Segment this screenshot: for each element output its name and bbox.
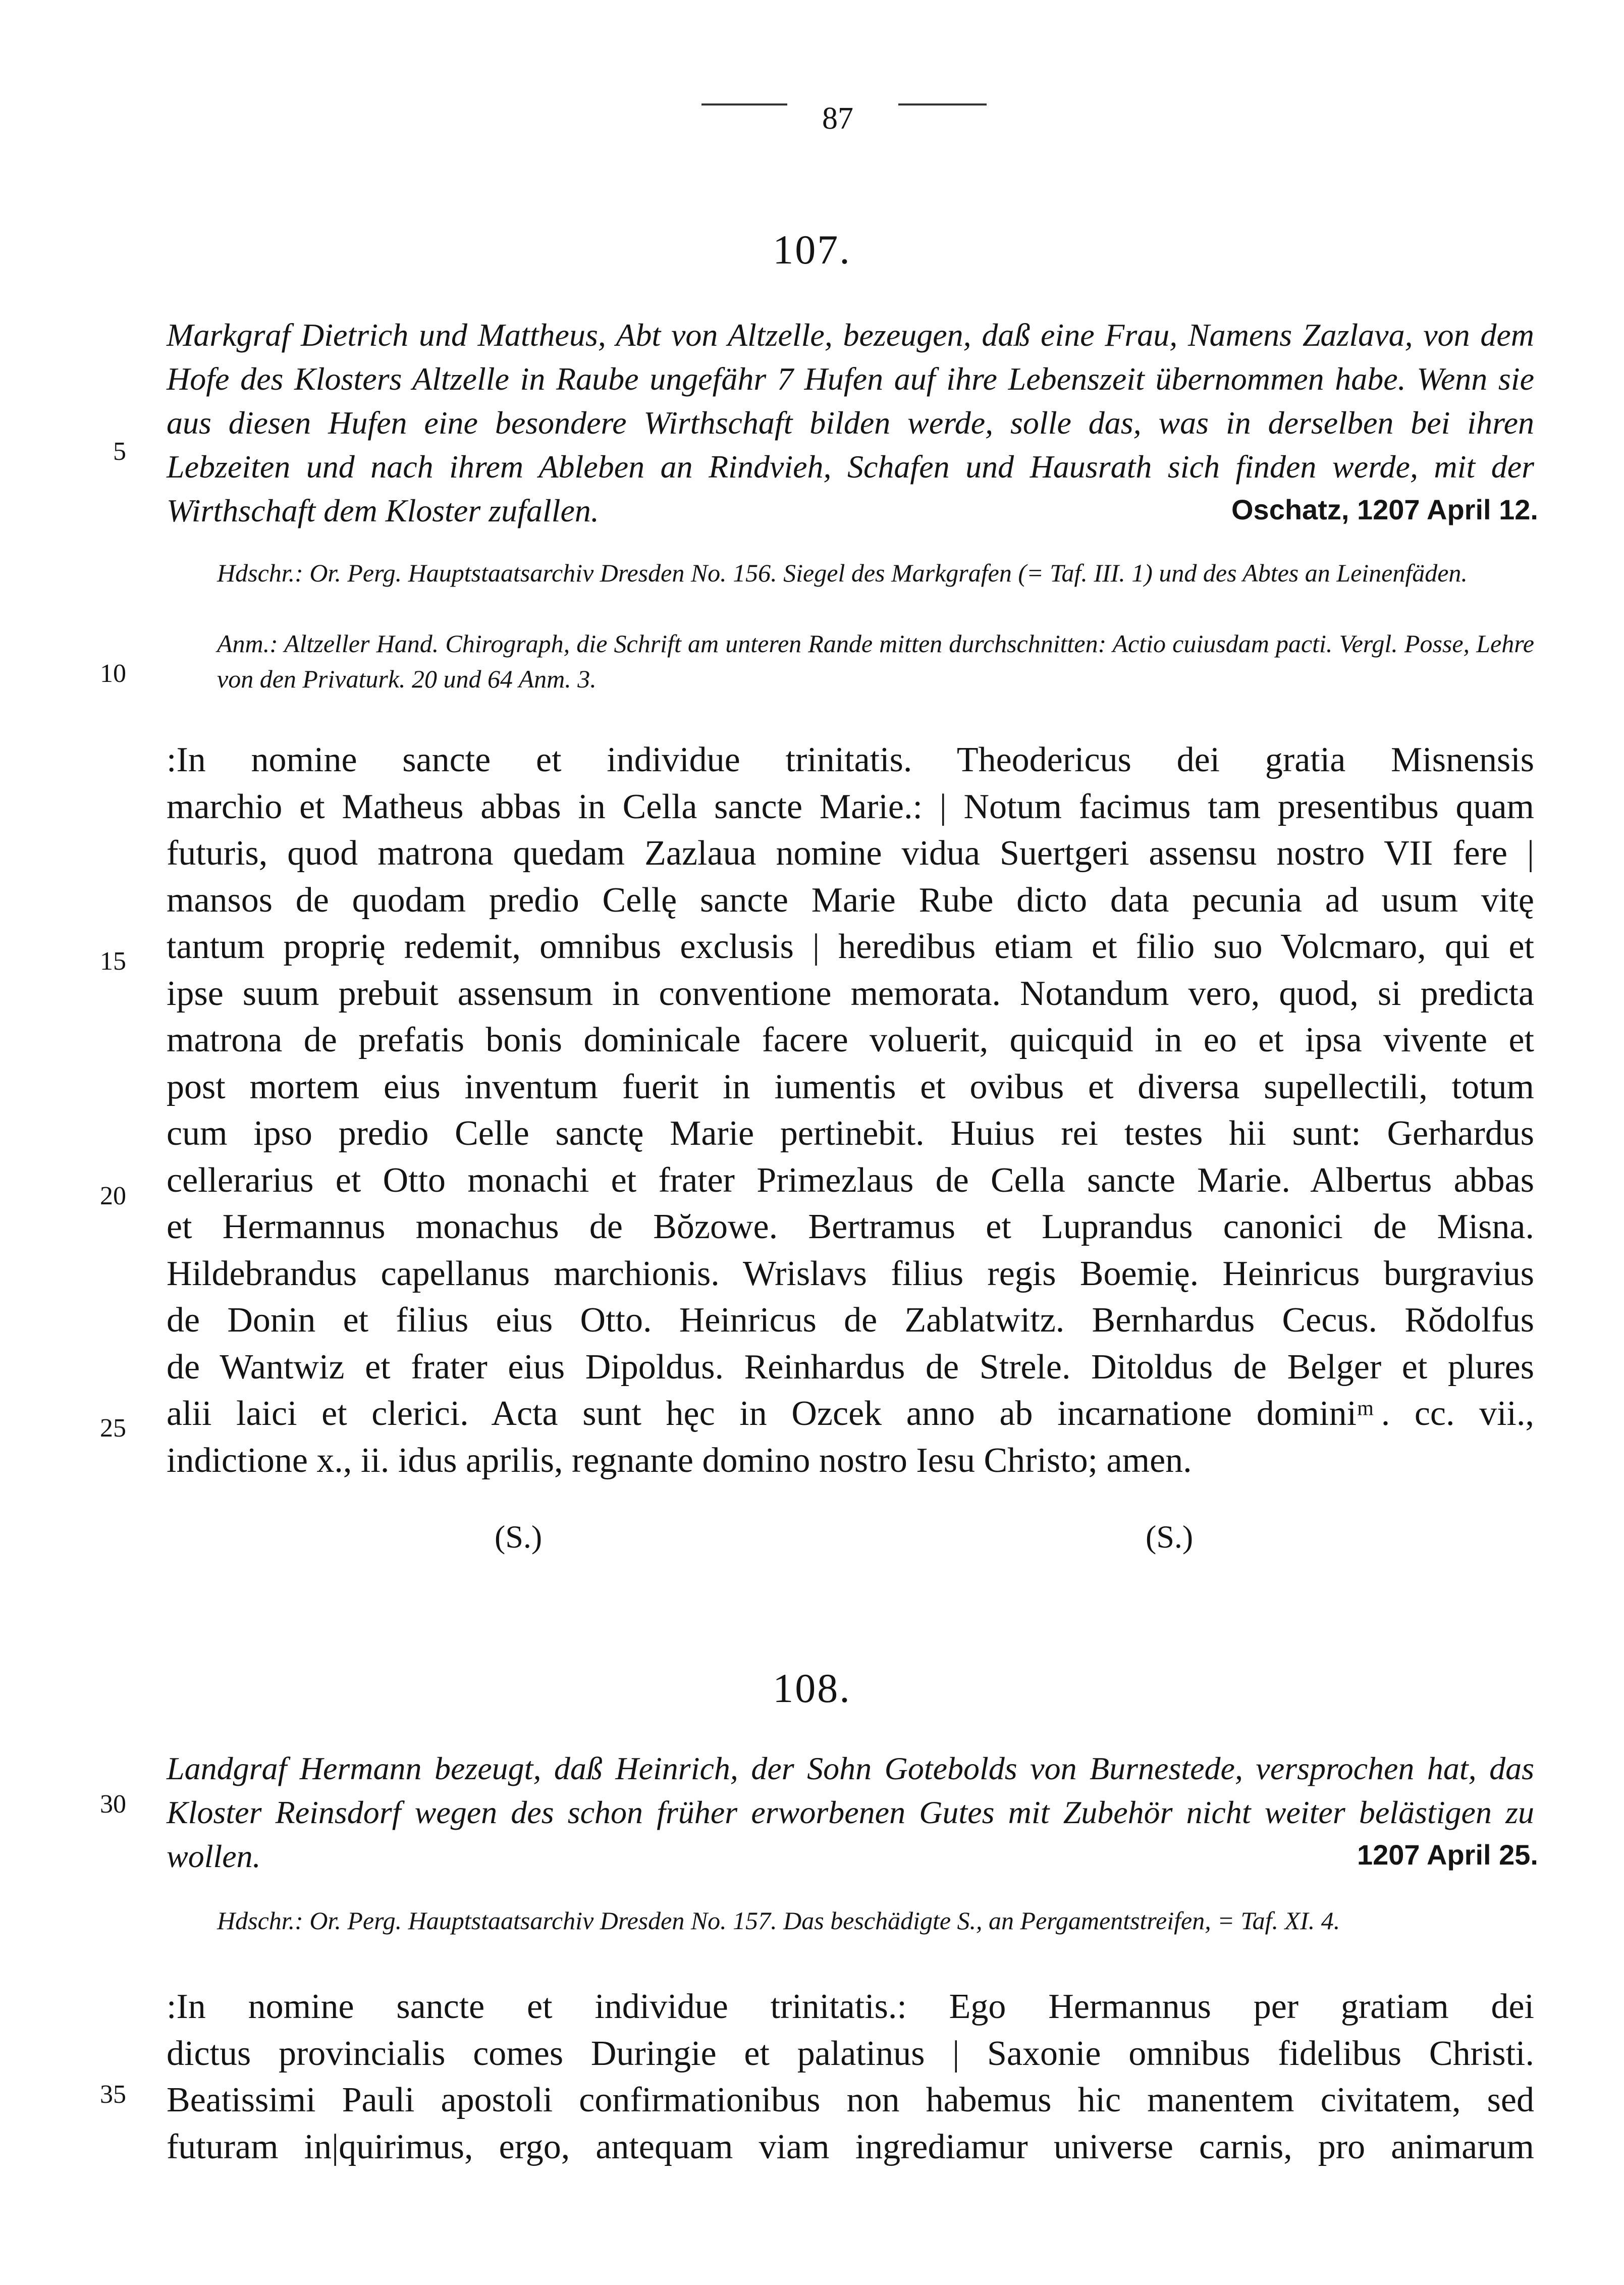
text-line: Beatissimi Pauli apostoli confirmationibus non habemus hic manentem civitatem, sed	[167, 2081, 1534, 2119]
seal-left: (S.)	[495, 1519, 543, 1555]
seal-right: (S.)	[1146, 1519, 1194, 1555]
text-line: alii laici et clerici. Acta sunt hęc in Ozcek anno ab incarnatione domini ͫ. cc. vii.,	[167, 1394, 1534, 1433]
header-rule-right	[898, 103, 987, 109]
doc-108-note-hdschr-text: Hdschr.: Or. Perg. Hauptstaatsarchiv Dresden No. 157. Das beschädigte S., an Pergamentstreifen, = Taf. XI. 4.	[217, 1906, 1340, 1935]
line-number: 20	[100, 1182, 126, 1210]
doc-108-regest-text: Landgraf Hermann bezeugt, daß Heinrich, der Sohn Gotebolds von Burnestede, versprochen hat, das Kloster Reinsdorf wegen des schon früher erworbenen Gutes mit Zubehör nicht weiter belästigen zu wollen.	[167, 1750, 1534, 1874]
page-number: 87	[822, 101, 853, 136]
text-line: post mortem eius inventum fuerit in iumentis et ovibus et diversa supellectili, totum	[167, 1067, 1534, 1106]
text-line: de Wantwiz et frater eius Dipoldus. Reinhardus de Strele. Ditoldus de Belger et plures	[167, 1347, 1534, 1387]
text-line: futuris, quod matrona quedam Zazlaua nomine vidua Suertgeri assensu nostro VII fere |	[167, 834, 1534, 873]
header-rule-left	[701, 103, 787, 109]
doc-108-note-hdschr	[217, 1903, 1534, 1938]
line-number: 30	[100, 1790, 126, 1819]
line-number: 5	[113, 437, 126, 466]
text-line: dictus provincialis comes Duringie et palatinus | Saxonie omnibus fidelibus Christi.	[167, 2034, 1534, 2073]
text-line: :In nomine sancte et individue trinitatis. Theodericus dei gratia Misnensis	[167, 740, 1534, 779]
text-line: Hildebrandus capellanus marchionis. Wrislavs filius regis Boemię. Heinricus burgravius	[167, 1254, 1534, 1293]
doc-108-date: 1207 April 25.	[1357, 1839, 1538, 1871]
doc-107-note-anm	[217, 626, 1534, 697]
line-number: 15	[100, 947, 126, 976]
text-line: cum ipso predio Celle sanctę Marie pertinebit. Huius rei testes hii sunt: Gerhardus	[167, 1114, 1534, 1153]
text-line: de Donin et filius eius Otto. Heinricus de Zablatwitz. Bernhardus Cecus. Rŏdolfus	[167, 1301, 1534, 1340]
line-number: 25	[100, 1414, 126, 1443]
text-line: indictione x., ii. idus aprilis, regnante domino nostro Iesu Christo; amen.	[167, 1441, 1192, 1480]
line-number: 35	[100, 2080, 126, 2109]
doc-107-regest-text: Markgraf Dietrich und Mattheus, Abt von Altzelle, bezeugen, daß eine Frau, Namens Zazlava, von dem Hofe des Klosters Altzelle in Raube ungefähr 7 Hufen auf ihre Lebenszeit übernommen habe. Wenn sie aus diesen Hufen eine besondere Wirthschaft bilden werde, solle das, was in derselben bei ihren Lebzeiten und nach ihrem Ableben an Rindvieh, Schafen und Hausrath sich finden werde, mit der Wirthschaft dem Kloster zufallen.	[167, 317, 1534, 528]
text-line: matrona de prefatis bonis dominicale facere voluerit, quicquid in eo et ipsa vivente et	[167, 1021, 1534, 1059]
line-number: 10	[100, 659, 126, 688]
doc-107-note-hdschr	[217, 555, 1534, 591]
text-line: marchio et Matheus abbas in Cella sancte Marie.: | Notum facimus tam presentibus quam	[167, 787, 1534, 826]
text-line: et Hermannus monachus de Bŏzowe. Bertramus et Luprandus canonici de Misna.	[167, 1207, 1534, 1246]
text-line: :In nomine sancte et individue trinitatis.: Ego Hermannus per gratiam dei	[167, 1987, 1534, 2026]
doc-107-text	[167, 737, 1534, 1484]
text-line: ipse suum prebuit assensum in conventione memorata. Notandum vero, quod, si predicta	[167, 974, 1534, 1013]
doc-108-regest	[167, 1746, 1534, 1878]
text-line: mansos de quodam predio Cellę sancte Marie Rube dicto data pecunia ad usum vitę	[167, 880, 1534, 920]
doc-107-note-hdschr-text: Hdschr.: Or. Perg. Hauptstaatsarchiv Dresden No. 156. Siegel des Markgrafen (= Taf. III. 1) und des Abtes an Leinenfäden.	[217, 559, 1468, 587]
text-line: cellerarius et Otto monachi et frater Primezlaus de Cella sancte Marie. Albertus abbas	[167, 1160, 1534, 1200]
doc-107-number: 107.	[773, 227, 851, 273]
doc-107-note-anm-text: Anm.: Altzeller Hand. Chirograph, die Schrift am unteren Rande mitten durchschnitten: Actio cuiusdam pacti. Vergl. Posse, Lehre von den Privaturk. 20 und 64 Anm. 3.	[217, 629, 1534, 693]
doc-108-number: 108.	[773, 1665, 851, 1711]
text-line: tantum proprię redemit, omnibus exclusis | heredibus etiam et filio suo Volcmaro, qui et	[167, 927, 1534, 966]
doc-108-text	[167, 1984, 1534, 2170]
text-line: futuram in|quirimus, ergo, antequam viam ingrediamur universe carnis, pro animarum	[167, 2127, 1534, 2166]
doc-107-place-date: Oschatz, 1207 April 12.	[1231, 494, 1538, 525]
